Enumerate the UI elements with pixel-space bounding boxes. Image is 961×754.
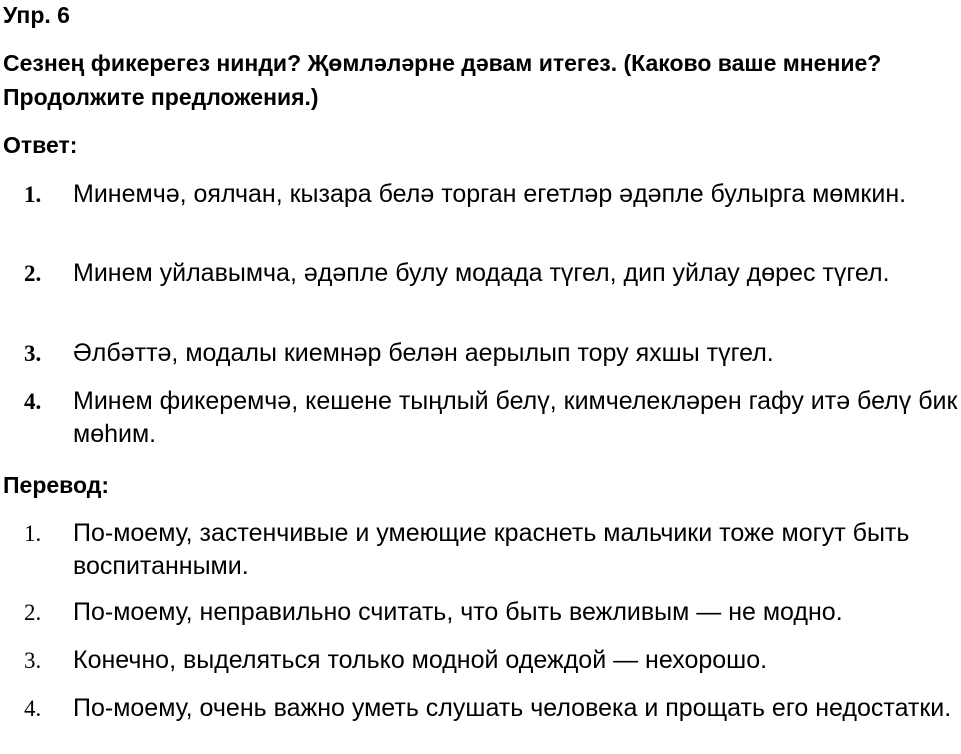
translation-item-number: 1. <box>24 521 42 546</box>
translation-item-number: 2. <box>24 600 42 625</box>
answer-item-text: Минем уйлавымча, әдәпле булу модада түгел, дип уйлау дөрес түгел. <box>73 259 890 287</box>
translation-item-text: Конечно, выделяться только модной одеждой — нехорошо. <box>73 646 768 674</box>
answer-item-number: 2. <box>24 261 42 286</box>
answer-item-text: Минем фикеремчә, кешене тыңлый белү, кимчелекләрен гафу итә белү бик мөһим. <box>73 387 958 448</box>
answer-item-text: Әлбәттә, модалы киемнәр белән аерылып тору яхшы түгел. <box>73 339 774 367</box>
answer-item-number: 3. <box>24 341 42 366</box>
translation-item-number: 3. <box>24 648 42 673</box>
translation-item-text: По-моему, очень важно уметь слушать человека и прощать его недостатки. <box>73 694 952 722</box>
answer-item-number: 1. <box>24 182 42 207</box>
translation-item-text: По-моему, застенчивые и умеющие краснеть мальчики тоже могут быть воспитанными. <box>73 519 910 580</box>
exercise-label: Упр. 6 <box>3 2 70 28</box>
translation-heading: Перевод: <box>3 472 110 498</box>
answer-item-number: 4. <box>24 389 42 414</box>
answer-heading: Ответ: <box>3 132 78 158</box>
task-statement: Сезнең фикерегез нинди? Җөмләләрне дәвам итегез. (Каково ваше мнение? Продолжите предложения.) <box>3 50 882 110</box>
translation-item-text: По-моему, неправильно считать, что быть вежливым — не модно. <box>73 598 843 626</box>
answer-item-text: Минемчә, оялчан, кызара белә торган егетләр әдәпле булырга мөмкин. <box>73 180 907 208</box>
translation-item-number: 4. <box>24 696 42 721</box>
